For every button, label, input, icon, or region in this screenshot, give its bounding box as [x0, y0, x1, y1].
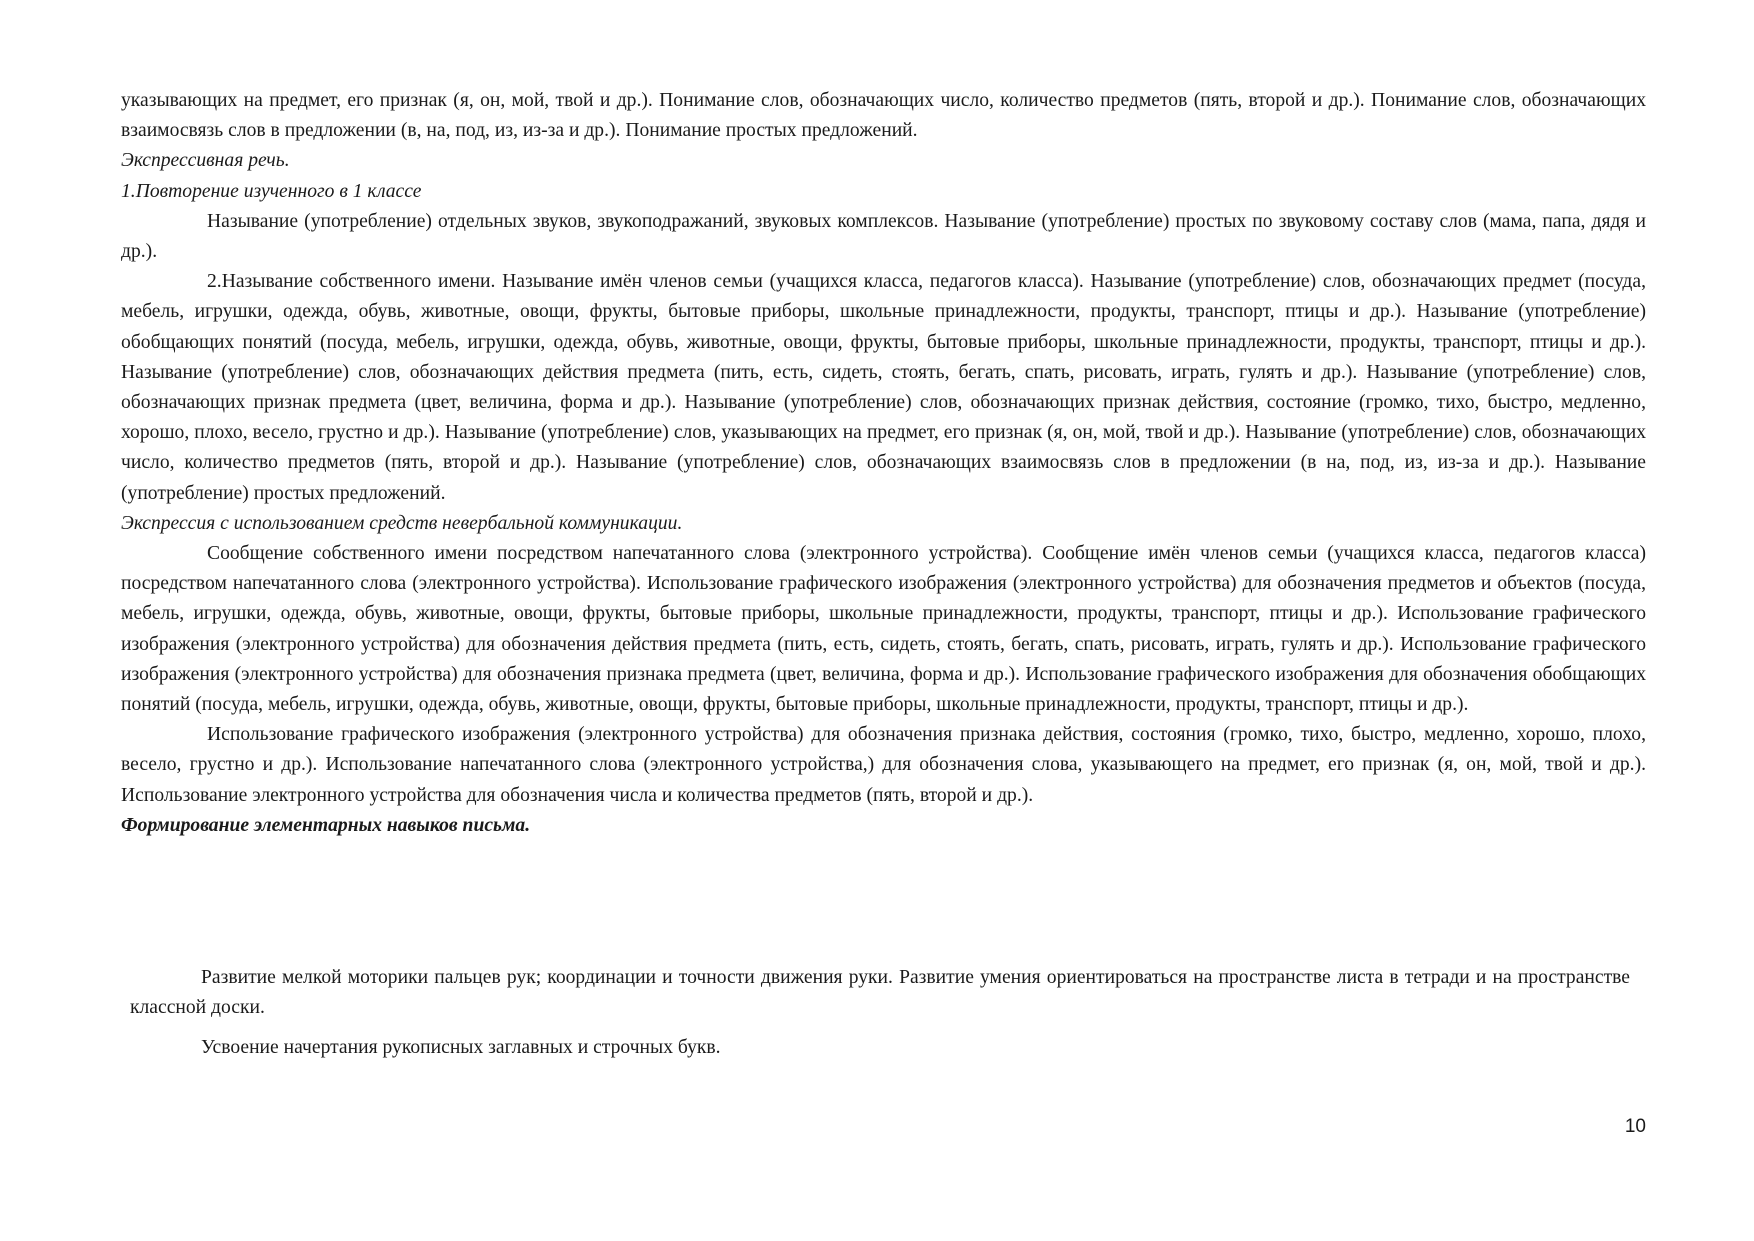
paragraph-naming-sounds: Называние (употребление) отдельных звуков, звукоподражаний, звуковых комплексов. Называние (употребление) простых по звуковому составу слов (мама, папа, дядя и др.).	[121, 210, 1646, 263]
paragraph-naming-own-name: 2.Называние собственного имени. Называние имён членов семьи (учащихся класса, педагогов класса). Называние (употребление) слов, обозначающих предмет (посуда, мебель, игрушки, одежда, обувь, животные, овощи, фрукты, бытовые приборы, школьные принадлежности, продукты, транспорт, птицы и др.). Называние (употребление) обобщающих понятий (посуда, мебель, игрушки, одежда, обувь, животные, овощи, фрукты, бытовые приборы, школьные принадлежности, продукты, транспорт, птицы и др.). Называние (употребление) слов, обозначающих действия предмета (пить, есть, сидеть, стоять, бегать, спать, рисовать, играть, гулять и др.). Называние (употребление) слов, обозначающих признак предмета (цвет, величина, форма и др.). Называние (употребление) слов, обозначающих признак действия, состояние (громко, тихо, быстро, медленно, хорошо, плохо, весело, грустно и др.). Называние (употребление) слов, указывающих на предмет, его признак (я, он, мой, твой и др.). Называние (употребление) слов, обозначающих число, количество предметов (пять, второй и др.). Называние (употребление) слов, обозначающих взаимосвязь слов в предложении (в на, под, из, из-за и др.). Называние (употребление) простых предложений.	[121, 271, 1646, 504]
heading-writing-skills: Формирование элементарных навыков письма.	[121, 814, 531, 836]
paragraph-motor-skills: Развитие мелкой моторики пальцев рук; координации и точности движения руки. Развитие умения ориентироваться на пространстве листа в тетради и на пространстве классной доски.	[130, 967, 1630, 1019]
heading-repeat-first-grade: 1.Повторение изученного в 1 классе	[121, 180, 422, 202]
paragraph-continuation: указывающих на предмет, его признак (я, он, мой, твой и др.). Понимание слов, обозначающих число, количество предметов (пять, второй и др.). Понимание слов, обозначающих взаимосвязь слов в предложении (в, на, под, из, из-за и др.). Понимание простых предложений.	[121, 90, 1646, 142]
main-text	[121, 86, 1646, 841]
paragraph-usage: Использование графического изображения (электронного устройства) для обозначения признака действия, состояния (громко, тихо, быстро, медленно, хорошо, плохо, весело, грустно и др.). Использование напечатанного слова (электронного устройства,) для обозначения слова, указывающего на предмет, его признак (я, он, мой, твой и др.). Использование электронного устройства для обозначения числа и количества предметов (пять, второй и др.).	[121, 724, 1646, 806]
page-number: 10	[1624, 1116, 1646, 1137]
writing-section	[130, 963, 1630, 1064]
heading-nonverbal: Экспрессия с использованием средств невербальной коммуникации.	[121, 512, 683, 534]
paragraph-letters: Усвоение начертания рукописных заглавных и строчных букв.	[201, 1037, 721, 1059]
heading-expressive-speech: Экспрессивная речь.	[121, 150, 290, 172]
paragraph-message: Сообщение собственного имени посредством напечатанного слова (электронного устройства). Сообщение имён членов семьи (учащихся класса, педагогов класса) посредством напечатанного слова (электронного устройства). Использование графического изображения (электронного устройства) для обозначения предметов и объектов (посуда, мебель, игрушки, одежда, обувь, животные, овощи, фрукты, бытовые приборы, школьные принадлежности, продукты, транспорт, птицы и др.). Использование графического изображения (электронного устройства) для обозначения действия предмета (пить, есть, сидеть, стоять, бегать, спать, рисовать, играть, гулять и др.). Использование графического изображения (электронного устройства) для обозначения признака предмета (цвет, величина, форма и др.). Использование графического изображения для обозначения обобщающих понятий (посуда, мебель, игрушки, одежда, обувь, животные, овощи, фрукты, бытовые приборы, школьные принадлежности, продукты, транспорт, птицы и др.).	[121, 543, 1646, 716]
